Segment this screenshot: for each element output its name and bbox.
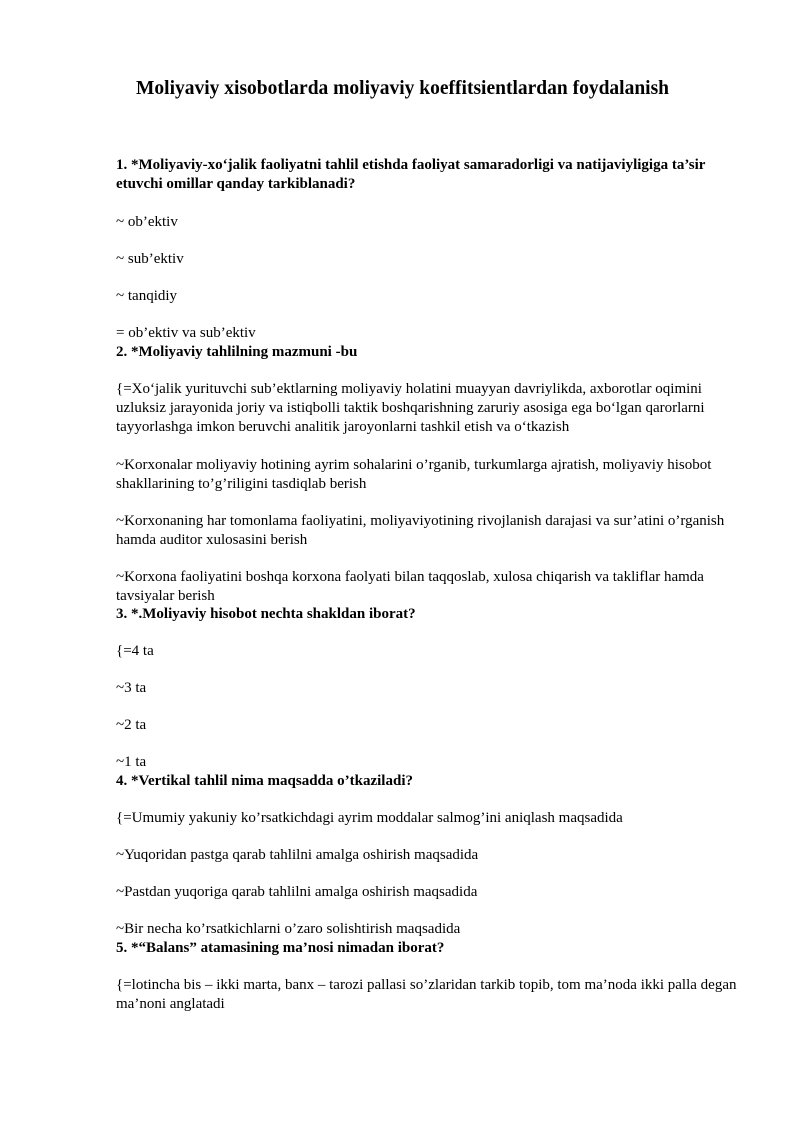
question-4-option-2: ~Yuqoridan pastga qarab tahlilni amalga oshirish maqsadida <box>116 847 479 863</box>
question-2-option-3: ~Korxonaning har tomonlama faoliyatini, moliyaviyotining rivojlanish darajasi va sur’atini o’rganish hamda auditor xulosasini berish <box>116 513 725 548</box>
question-2-option-4: ~Korxona faoliyatini boshqa korxona faolyati bilan taqqoslab, xulosa chiqarish va takliflar hamda tavsiyalar berish <box>116 569 704 604</box>
question-3-text: 3. *.Moliyaviy hisobot nechta shakldan iborat? <box>116 606 416 622</box>
question-3-option-3: ~2 ta <box>116 717 147 733</box>
question-3-option-2: ~3 ta <box>116 680 147 696</box>
question-4-option-1: {=Umumiy yakuniy ko’rsatkichdagi ayrim moddalar salmog’ini aniqlash maqsadida <box>116 810 623 826</box>
question-4-option-4: ~Bir necha ko’rsatkichlarni o’zaro solishtirish maqsadida <box>116 921 461 937</box>
question-1-option-4: = ob’ektiv va sub’ektiv <box>116 325 256 341</box>
question-3-option-1: {=4 ta <box>116 643 154 659</box>
question-3-option-4: ~1 ta <box>116 754 147 770</box>
document-title: Moliyaviy xisobotlarda moliyaviy koeffitsientlardan foydalanish <box>136 78 670 99</box>
question-5-option-1: {=lotincha bis – ikki marta, banx – tarozi pallasi so’zlaridan tarkib topib, tom ma’noda ikki palla degan ma’noni anglatadi <box>116 977 737 1012</box>
question-4-text: 4. *Vertikal tahlil nima maqsadda o’tkaziladi? <box>116 773 413 789</box>
question-1-option-3: ~ tanqidiy <box>116 288 178 304</box>
question-2-text: 2. *Moliyaviy tahlilning mazmuni -bu <box>116 344 358 360</box>
question-5-text: 5. *“Balans” atamasining ma’nosi nimadan iborat? <box>116 940 445 956</box>
question-1-text: 1. *Moliyaviy-xo‘jalik faoliyatni tahlil etishda faoliyat samaradorligi va natijaviyligiga ta’sir etuvchi omillar qanday tarkiblanadi? <box>116 157 706 192</box>
question-1-option-2: ~ sub’ektiv <box>116 251 184 267</box>
question-2-option-2: ~Korxonalar moliyaviy hotining ayrim sohalarini o’rganib, turkumlarga ajratish, moliyaviy hisobot shakllarining to’g’riligini tasdiqlab berish <box>116 457 712 492</box>
question-4-option-3: ~Pastdan yuqoriga qarab tahlilni amalga oshirish maqsadida <box>116 884 478 900</box>
question-2-option-1: {=Xo‘jalik yurituvchi sub’ektlarning moliyaviy holatini muayyan davriylikda, axborotlar oqimini uzluksiz jarayonida joriy va istiqbolli taktik boshqarishning zaruriy asosiga ega bo‘lgan qarorlarni tayyorlashga imkon beruvchi analitik jaroyonlarni tashkil etish va o‘tkazish <box>116 381 705 435</box>
question-1-option-1: ~ ob’ektiv <box>116 214 178 230</box>
